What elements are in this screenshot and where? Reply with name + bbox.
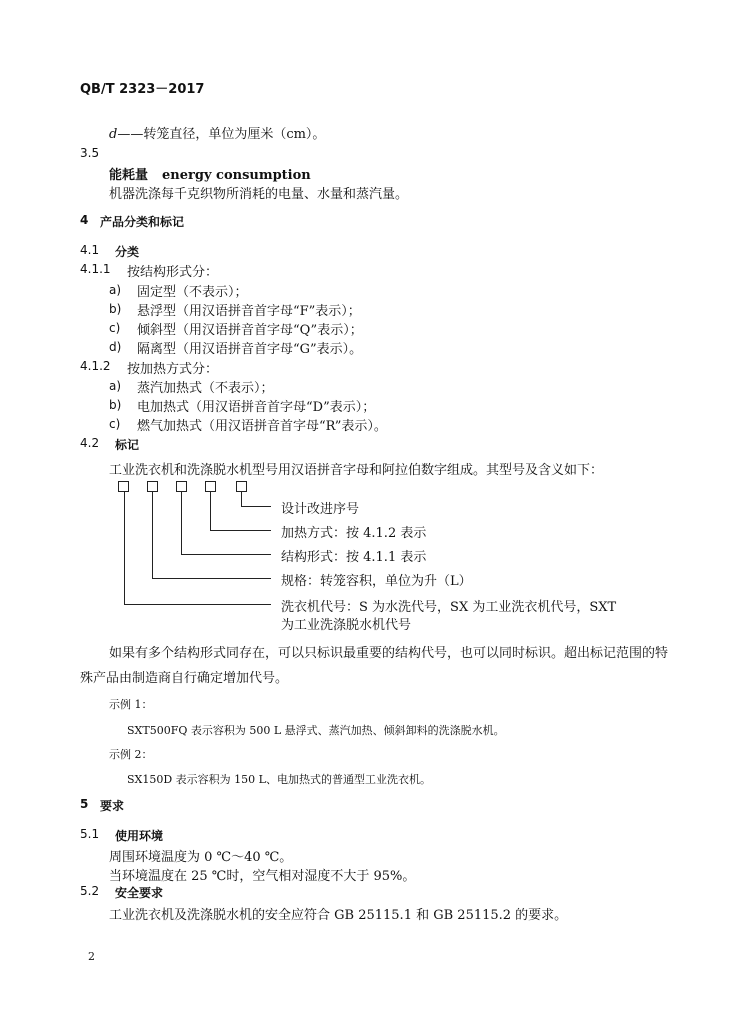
chapter-4-number: 4 (80, 213, 89, 227)
definition-d-text: ——转笼直径，单位为厘米（cm）。 (117, 127, 326, 142)
page-number: 2 (88, 950, 95, 963)
clause-5-2-number: 5.2 (80, 884, 100, 898)
connector-line (181, 554, 271, 555)
marking-intro: 工业洗衣机和洗涤脱水机型号用汉语拼音字母和阿拉伯数字组成。其型号及含义如下： (109, 463, 604, 478)
clause-number-3-5: 3.5 (80, 146, 100, 160)
clause-4-1-number: 4.1 (80, 243, 100, 257)
list-item-text: 蒸汽加热式（不表示）； (137, 381, 274, 396)
code-box-4 (205, 481, 216, 492)
term-en: energy consumption (162, 168, 311, 183)
list-item-label: a) (109, 283, 122, 297)
list-item-text: 燃气加热式（用汉语拼音首字母“R”表示）。 (137, 419, 387, 434)
chapter-4-title: 产品分类和标记 (100, 215, 185, 229)
connector-line (241, 506, 271, 507)
marking-paragraph-line-1: 如果有多个结构形式同存在，可以只标识最重要的结构代号，也可以同时标识。超出标记范围的特 (109, 646, 669, 661)
clause-5-1-number: 5.1 (80, 827, 100, 841)
example-2-text: SX150D 表示容积为 150 L、电加热式的普通型工业洗衣机。 (127, 773, 431, 786)
clause-4-2-number: 4.2 (80, 436, 100, 450)
list-item-text: 隔离型（用汉语拼音首字母“G”表示）。 (137, 342, 363, 357)
list-item-label: b) (109, 302, 122, 316)
list-item-label: c) (109, 417, 121, 431)
list-item-label: a) (109, 379, 122, 393)
connector-line (124, 492, 125, 604)
marking-paragraph-line-2: 殊产品由制造商自行确定增加代号。 (80, 671, 289, 686)
clause-4-1-1-title: 按结构形式分： (127, 265, 219, 280)
clause-5-2-line-1: 工业洗衣机及洗涤脱水机的安全应符合 GB 25115.1 和 GB 25115.2 的要求。 (109, 908, 568, 923)
clause-5-1-line-2: 当环境温度在 25 ℃时，空气相对湿度不大于 95%。 (109, 869, 416, 884)
list-item-label: b) (109, 398, 122, 412)
list-item-label: c) (109, 321, 121, 335)
code-box-5 (236, 481, 247, 492)
list-item-text: 固定型（不表示）； (137, 285, 248, 300)
example-2-label: 示例 2： (109, 748, 153, 761)
code-box-2 (147, 481, 158, 492)
diagram-label: 结构形式：按 4.1.1 表示 (281, 550, 427, 565)
clause-4-2-title: 标记 (115, 438, 140, 452)
list-item-text: 悬浮型（用汉语拼音首字母“F”表示）； (137, 304, 361, 319)
list-item-text: 电加热式（用汉语拼音首字母“D”表示）； (137, 400, 376, 415)
connector-line (124, 604, 271, 605)
term-heading (109, 164, 311, 183)
connector-line (152, 492, 153, 578)
list-item-text: 倾斜型（用汉语拼音首字母“Q”表示）； (137, 323, 363, 338)
term-definition: 机器洗涤每千克织物所消耗的电量、水量和蒸汽量。 (109, 187, 409, 202)
example-1-label: 示例 1： (109, 698, 153, 711)
clause-4-1-1-number: 4.1.1 (80, 262, 111, 276)
clause-5-1-line-1: 周围环境温度为 0 ℃～40 ℃。 (109, 850, 293, 865)
diagram-label: 为工业洗涤脱水机代号 (281, 618, 412, 633)
diagram-label: 规格：转笼容积，单位为升（L） (281, 574, 472, 589)
chapter-5-title: 要求 (100, 799, 125, 813)
term-cn: 能耗量 (109, 168, 149, 183)
diagram-label: 设计改进序号 (281, 502, 360, 517)
code-box-3 (176, 481, 187, 492)
example-1-text: SXT500FQ 表示容积为 500 L 悬浮式、蒸汽加热、倾斜卸料的洗涤脱水机。 (127, 724, 505, 737)
clause-5-1-title: 使用环境 (115, 829, 164, 843)
standard-code: QB/T 2323－2017 (80, 82, 205, 97)
connector-line (152, 578, 271, 579)
connector-line (241, 492, 242, 506)
diagram-label: 洗衣机代号：S 为水洗代号，SX 为工业洗衣机代号，SXT (281, 600, 617, 615)
list-item-label: d) (109, 340, 122, 354)
clause-4-1-title: 分类 (115, 245, 140, 259)
connector-line (210, 530, 271, 531)
symbol-d: d (109, 127, 118, 142)
connector-line (210, 492, 211, 530)
code-box-1 (118, 481, 129, 492)
connector-line (181, 492, 182, 554)
diagram-label: 加热方式：按 4.1.2 表示 (281, 526, 427, 541)
chapter-5-number: 5 (80, 797, 89, 811)
clause-5-2-title: 安全要求 (115, 886, 164, 900)
clause-4-1-2-number: 4.1.2 (80, 359, 111, 373)
definition-d (109, 123, 325, 142)
clause-4-1-2-title: 按加热方式分： (127, 362, 219, 377)
